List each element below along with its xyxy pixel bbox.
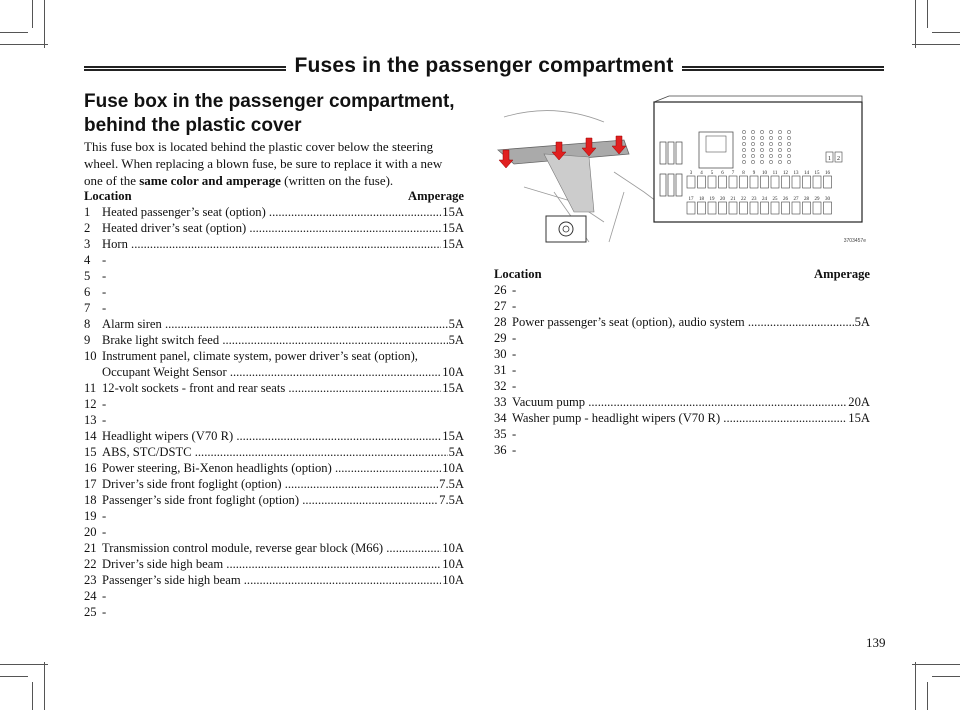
fuse-slot-label: 19 [709,197,715,202]
fuse-description: - [512,363,517,377]
fuse-row [84,476,464,492]
fuse-row [84,492,464,508]
fuse-description: - [512,427,517,441]
fuse-slot-label: 14 [804,171,809,176]
fuse-description: - [102,605,107,619]
fuse-slot-label: 30 [825,197,830,202]
fuse-slot-label: 12 [783,171,788,176]
crop-mark [0,664,48,665]
crop-mark [0,32,28,33]
fuse-row [84,556,464,572]
fuse-number: 32 [494,379,507,393]
fuse-row [84,412,464,428]
fuse-description: Heated driver’s seat (option) ..... [102,220,441,236]
fuse-slot-label: 8 [742,171,745,176]
fuse-slot-label: 13 [793,171,799,176]
fuse-number: 9 [84,333,91,347]
fuse-slot-label: 28 [804,197,809,202]
fuse-number: 35 [494,427,507,441]
fuse-row [84,300,464,316]
fuse-row [84,444,464,460]
fuse-description: - [102,269,107,283]
fuse-box-illustration [494,92,866,244]
crop-mark [44,0,45,48]
fuse-description: Instrument panel, climate system, power driver’s seat (option), [102,349,418,363]
fuse-amperage: 5A [448,333,464,347]
crop-mark [915,662,916,710]
fuse-number: 4 [84,253,91,267]
fuse-description: - [512,347,517,361]
fuse-amperage: 10A [442,461,464,475]
fuse-description: - [102,397,107,411]
section-title: Fuse box in the passenger compartment, behind the plastic cover [84,91,455,136]
fuse-number: 31 [494,363,507,377]
fuse-description: - [512,331,517,345]
fuse-description: Power passenger’s seat (option), audio system ..... [512,314,854,330]
fuse-row [494,298,870,314]
fuse-number: 5 [84,269,91,283]
fuse-row [494,330,870,346]
page-number: 139 [866,635,886,650]
fuse-row [494,346,870,362]
fuse-row [84,332,464,348]
fuse-row [494,314,870,330]
fuse-slot-label: 29 [814,197,820,202]
fuse-slot-label: 26 [783,197,788,202]
fuse-description: Passenger’s side front foglight (option) ..... [102,492,438,508]
fuse-row [494,426,870,442]
fuse-slot-label: 20 [720,197,725,202]
fuse-number: 12 [84,397,97,411]
fuse-row [84,220,464,236]
page-header [84,54,884,80]
fuse-number: 16 [84,461,97,475]
fuse-description: Horn ..... [102,236,441,252]
fuse-number: 3 [84,237,91,251]
fuse-row [494,378,870,394]
fuse-slot-label: 15 [814,171,820,176]
fuse-description: Driver’s side high beam ..... [102,556,441,572]
fuse-slot-label: 18 [699,197,704,202]
fuse-description: - [102,413,107,427]
fuse-row-continued [84,364,464,380]
fuse-slot-label: 4 [700,171,703,176]
fuse-row [494,410,870,426]
fuse-amperage: 15A [442,237,464,251]
fuse-amperage: 15A [442,381,464,395]
fuse-number: 20 [84,525,97,539]
fuse-row [494,362,870,378]
fuse-slot-label: 10 [762,171,767,176]
fuse-slot-label: 25 [772,197,778,202]
fuse-amperage: 10A [442,557,464,571]
fuse-row [84,316,464,332]
fuse-row [84,460,464,476]
fuse-row [84,540,464,556]
fuse-description: Heated passenger’s seat (option) ..... [102,204,441,220]
fuse-row [84,204,464,220]
fuse-description: - [102,509,107,523]
fuse-row [84,268,464,284]
fuse-slot-label: 11 [772,171,778,176]
crop-mark [912,664,960,665]
fuse-row [84,284,464,300]
fuse-slot-label: 5 [710,171,714,176]
fuse-row [84,380,464,396]
fuse-description: - [512,379,517,393]
fuse-row [84,236,464,252]
fuse-row [84,604,464,620]
fuse-slot-label: 7 [731,171,735,176]
table-header: Location Amperage [84,189,464,203]
fuse-amperage: 10A [442,573,464,587]
fuse-number: 34 [494,411,507,425]
fuse-slot-label: 1 [828,156,831,162]
fuse-description: - [102,589,107,603]
crop-mark [44,662,45,710]
crop-mark [0,676,28,677]
fuse-amperage: 15A [442,205,464,219]
fuse-slot-label: 27 [793,197,799,202]
crop-mark [32,682,33,710]
fuse-number: 30 [494,347,507,361]
fuse-description: - [512,299,517,313]
fuse-table-right [494,266,870,458]
fuse-number: 10 [84,349,97,363]
fuse-number: 26 [494,283,507,297]
fuse-amperage: 7.5A [439,477,464,491]
fuse-number: 1 [84,205,91,219]
fuse-row [84,428,464,444]
fuse-amperage: 20A [848,395,870,409]
fuse-row [84,588,464,604]
fuse-description: Driver’s side front foglight (option) ..... [102,476,438,492]
fuse-number: 15 [84,445,97,459]
fuse-number: 25 [84,605,97,619]
fuse-amperage: 15A [442,429,464,443]
fuse-slot-label: 3 [689,171,693,176]
crop-mark [0,44,48,45]
fuse-description: Washer pump - headlight wipers (V70 R) ..... [512,410,847,426]
fuse-amperage: 10A [442,541,464,555]
fuse-description: Brake light switch feed ..... [102,332,448,348]
fuse-row [84,252,464,268]
fuse-description: ABS, STC/DSTC ..... [102,444,448,460]
fuse-number: 21 [84,541,97,555]
fuse-slot-label: 24 [762,197,767,202]
figure-code: 3703457e [843,238,866,244]
fuse-number: 33 [494,395,507,409]
fuse-description: Transmission control module, reverse gear block (M66) ..... [102,540,441,556]
page-title: Fuses in the passenger compartment [84,54,884,78]
fuse-number: 13 [84,413,97,427]
fuse-slot-label: 6 [721,171,724,176]
crop-mark [912,44,960,45]
fuse-slot-label: 9 [752,171,756,176]
fuse-row [494,442,870,458]
fuse-slot-label: 21 [730,197,736,202]
fuse-description-continued: Occupant Weight Sensor ..... [102,364,441,380]
fuse-number: 28 [494,315,507,329]
fuse-description: Vacuum pump ..... [512,394,847,410]
fuse-number: 27 [494,299,507,313]
fuse-row [84,508,464,524]
crop-mark [932,32,960,33]
table-header: Location Amperage [494,267,870,281]
fuse-amperage: 15A [442,221,464,235]
fuse-description: 12-volt sockets - front and rear seats ..... [102,380,441,396]
fuse-row [494,282,870,298]
fuse-row [84,572,464,588]
fuse-slot-label: 17 [688,197,694,202]
fuse-description: Headlight wipers (V70 R) ..... [102,428,441,444]
fuse-number: 18 [84,493,97,507]
fuse-description: - [102,301,107,315]
crop-mark [927,0,928,28]
fuse-number: 17 [84,477,97,491]
fuse-slot-label: 22 [741,197,746,202]
fuse-description: Power steering, Bi-Xenon headlights (option) ..... [102,460,441,476]
crop-mark [927,682,928,710]
fuse-number: 7 [84,301,91,315]
fuse-number: 11 [84,381,97,395]
fuse-number: 29 [494,331,507,345]
fuse-number: 36 [494,443,507,457]
fuse-amperage: 15A [848,411,870,425]
fuse-slot-label: 16 [825,171,830,176]
fuse-slot-label: 2 [837,156,840,162]
fuse-number: 24 [84,589,97,603]
fuse-row [84,524,464,540]
crop-mark [915,0,916,48]
crop-mark [932,676,960,677]
fuse-slot-label: 23 [751,197,757,202]
fuse-number: 6 [84,285,91,299]
fuse-description: - [102,253,107,267]
fuse-box-diagram [494,92,866,244]
fuse-number: 8 [84,317,91,331]
fuse-table-left [84,188,464,620]
fuse-description: Alarm siren ..... [102,316,448,332]
intro-paragraph: This fuse box is located behind the plastic cover below the steering wheel. When replacing a blown fuse, be sure to replace it with a new one of the same color and amperage (written on the fuse). [84,139,443,188]
fuse-amperage: 5A [448,317,464,331]
fuse-number: 22 [84,557,97,571]
fuse-description: Passenger’s side high beam ..... [102,572,441,588]
fuse-row [84,396,464,412]
fuse-amperage: 10A [442,365,464,379]
fuse-number: 2 [84,221,91,235]
fuse-description: - [102,525,107,539]
fuse-amperage: 5A [854,315,870,329]
crop-mark [32,0,33,28]
fuse-amperage: 5A [448,445,464,459]
fuse-description: - [102,285,107,299]
fuse-row [494,394,870,410]
fuse-row [84,348,464,364]
fuse-amperage: 7.5A [439,493,464,507]
fuse-number: 19 [84,509,97,523]
fuse-description: - [512,283,517,297]
fuse-number: 14 [84,429,97,443]
fuse-number: 23 [84,573,97,587]
fuse-description: - [512,443,517,457]
